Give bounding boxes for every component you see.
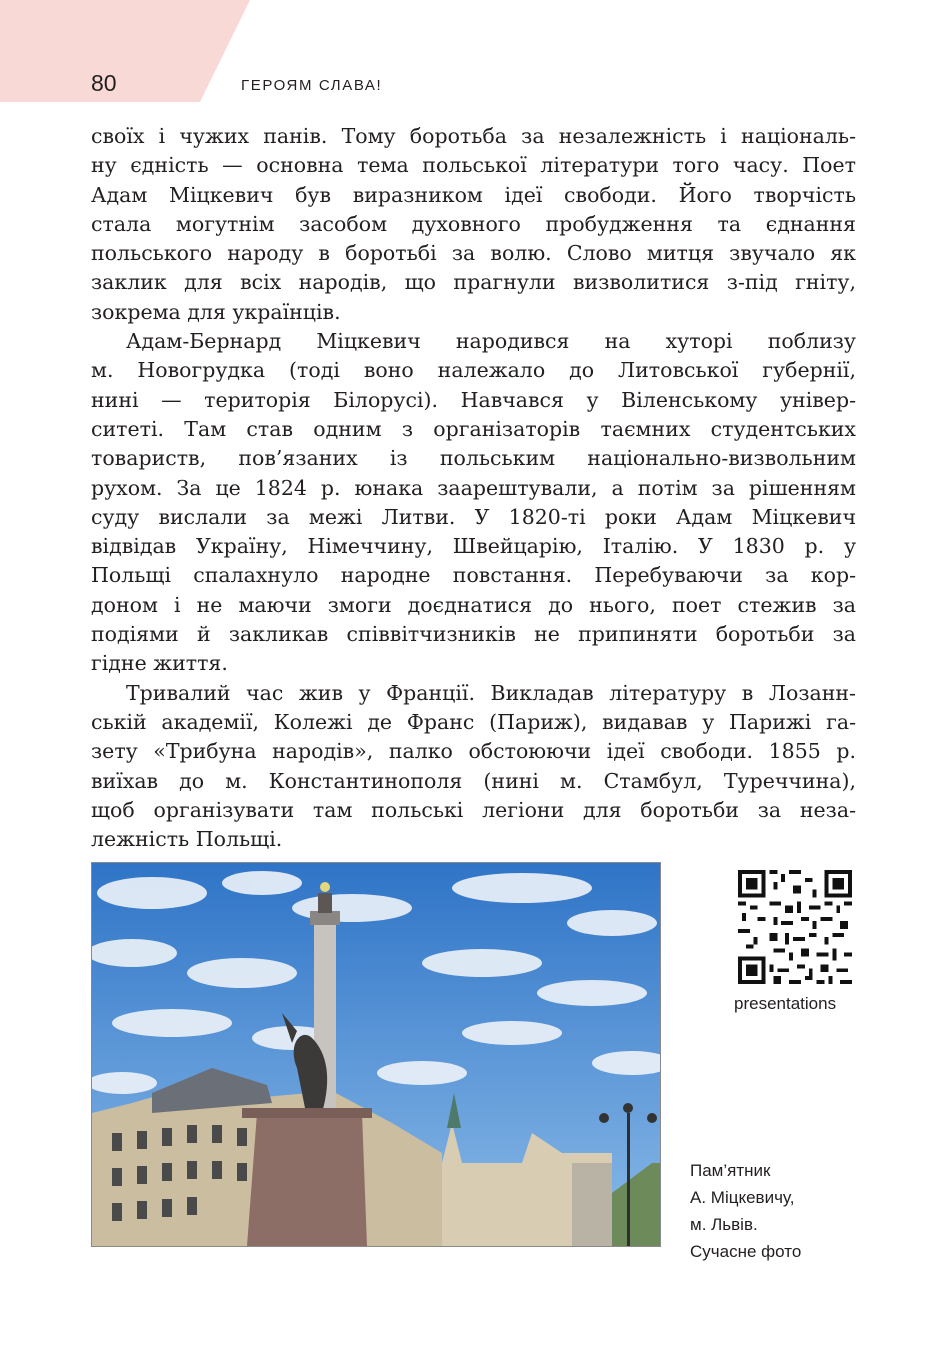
qr-code-icon	[738, 870, 852, 984]
text-line: виїхав до м. Константинополя (нині м. Стамбул, Туреччина),	[91, 768, 856, 793]
text-line: м. Новогрудка (тоді воно належало до Литовської губернії,	[91, 358, 856, 383]
text-line: заклик для всіх народів, що прагнули визволитися з-під гніту,	[91, 270, 856, 295]
text-line: Адам Міцкевич був виразником ідеї свободи. Його творчість	[91, 182, 856, 207]
photo-caption	[690, 1157, 801, 1265]
text-line: ситеті. Там став одним з організаторів таємних студентських	[91, 416, 856, 441]
text-line: доном і не маючи змоги доєднатися до нього, поет стежив за	[91, 592, 856, 617]
running-head: ГЕРОЯМ СЛАВА!	[241, 77, 383, 94]
paragraph-3	[91, 679, 856, 855]
text-line: подіями й закликав співвітчизників не припиняти боротьби за	[91, 622, 856, 647]
text-line: рухом. За це 1824 р. юнака заарештували, а потім за рішенням	[91, 475, 856, 500]
body-text	[91, 122, 856, 854]
monument-photo	[91, 862, 661, 1247]
text-line: нині — територія Білорусі). Навчався у Віленському універ-	[91, 387, 856, 412]
paragraph-1	[91, 122, 856, 327]
text-line: відвідав Україну, Німеччину, Швейцарію, Італію. У 1830 р. у	[91, 534, 856, 559]
qr-label: presentations	[734, 994, 837, 1013]
text-line: гідне життя.	[91, 651, 228, 676]
caption-line: м. Львів.	[690, 1215, 758, 1234]
page-corner-tab	[0, 0, 250, 102]
caption-line: Сучасне фото	[690, 1242, 802, 1261]
text-line: стала могутнім засобом духовного пробудження та єднання	[91, 211, 856, 236]
text-line: товариств, пов’язаних із польським національно-визвольним	[91, 446, 856, 471]
text-line: лежність Польщі.	[91, 827, 283, 852]
text-line: зету «Трибуна народів», палко обстоюючи ідеї свободи. 1855 р.	[91, 739, 856, 764]
text-line: Польщі спалахнуло народне повстання. Перебуваючи за кор-	[91, 563, 856, 588]
text-line: польського народу в боротьбі за волю. Слово митця звучало як	[91, 241, 856, 266]
text-line: Адам-Бернард Міцкевич народився на хуторі поблизу	[126, 329, 856, 354]
paragraph-2	[91, 327, 856, 679]
caption-line: А. Міцкевичу,	[690, 1188, 795, 1207]
page-number: 80	[91, 70, 117, 96]
text-line: ну єдність — основна тема польської літератури того часу. Поет	[91, 153, 856, 178]
text-line: ській академії, Колежі де Франс (Париж), видавав у Парижі га-	[91, 709, 856, 734]
text-line: зокрема для українців.	[91, 299, 341, 324]
caption-line: Пам’ятник	[690, 1161, 771, 1180]
text-line: щоб організувати там польські легіони для боротьби за неза-	[91, 797, 856, 822]
text-line: суду вислали за межі Литви. У 1820-ті роки Адам Міцкевич	[91, 504, 856, 529]
text-line: своїх і чужих панів. Тому боротьба за незалежність і національ-	[91, 124, 856, 148]
text-line: Тривалий час жив у Франції. Викладав літературу в Лозанн-	[126, 680, 856, 705]
qr-code[interactable]	[738, 870, 852, 984]
